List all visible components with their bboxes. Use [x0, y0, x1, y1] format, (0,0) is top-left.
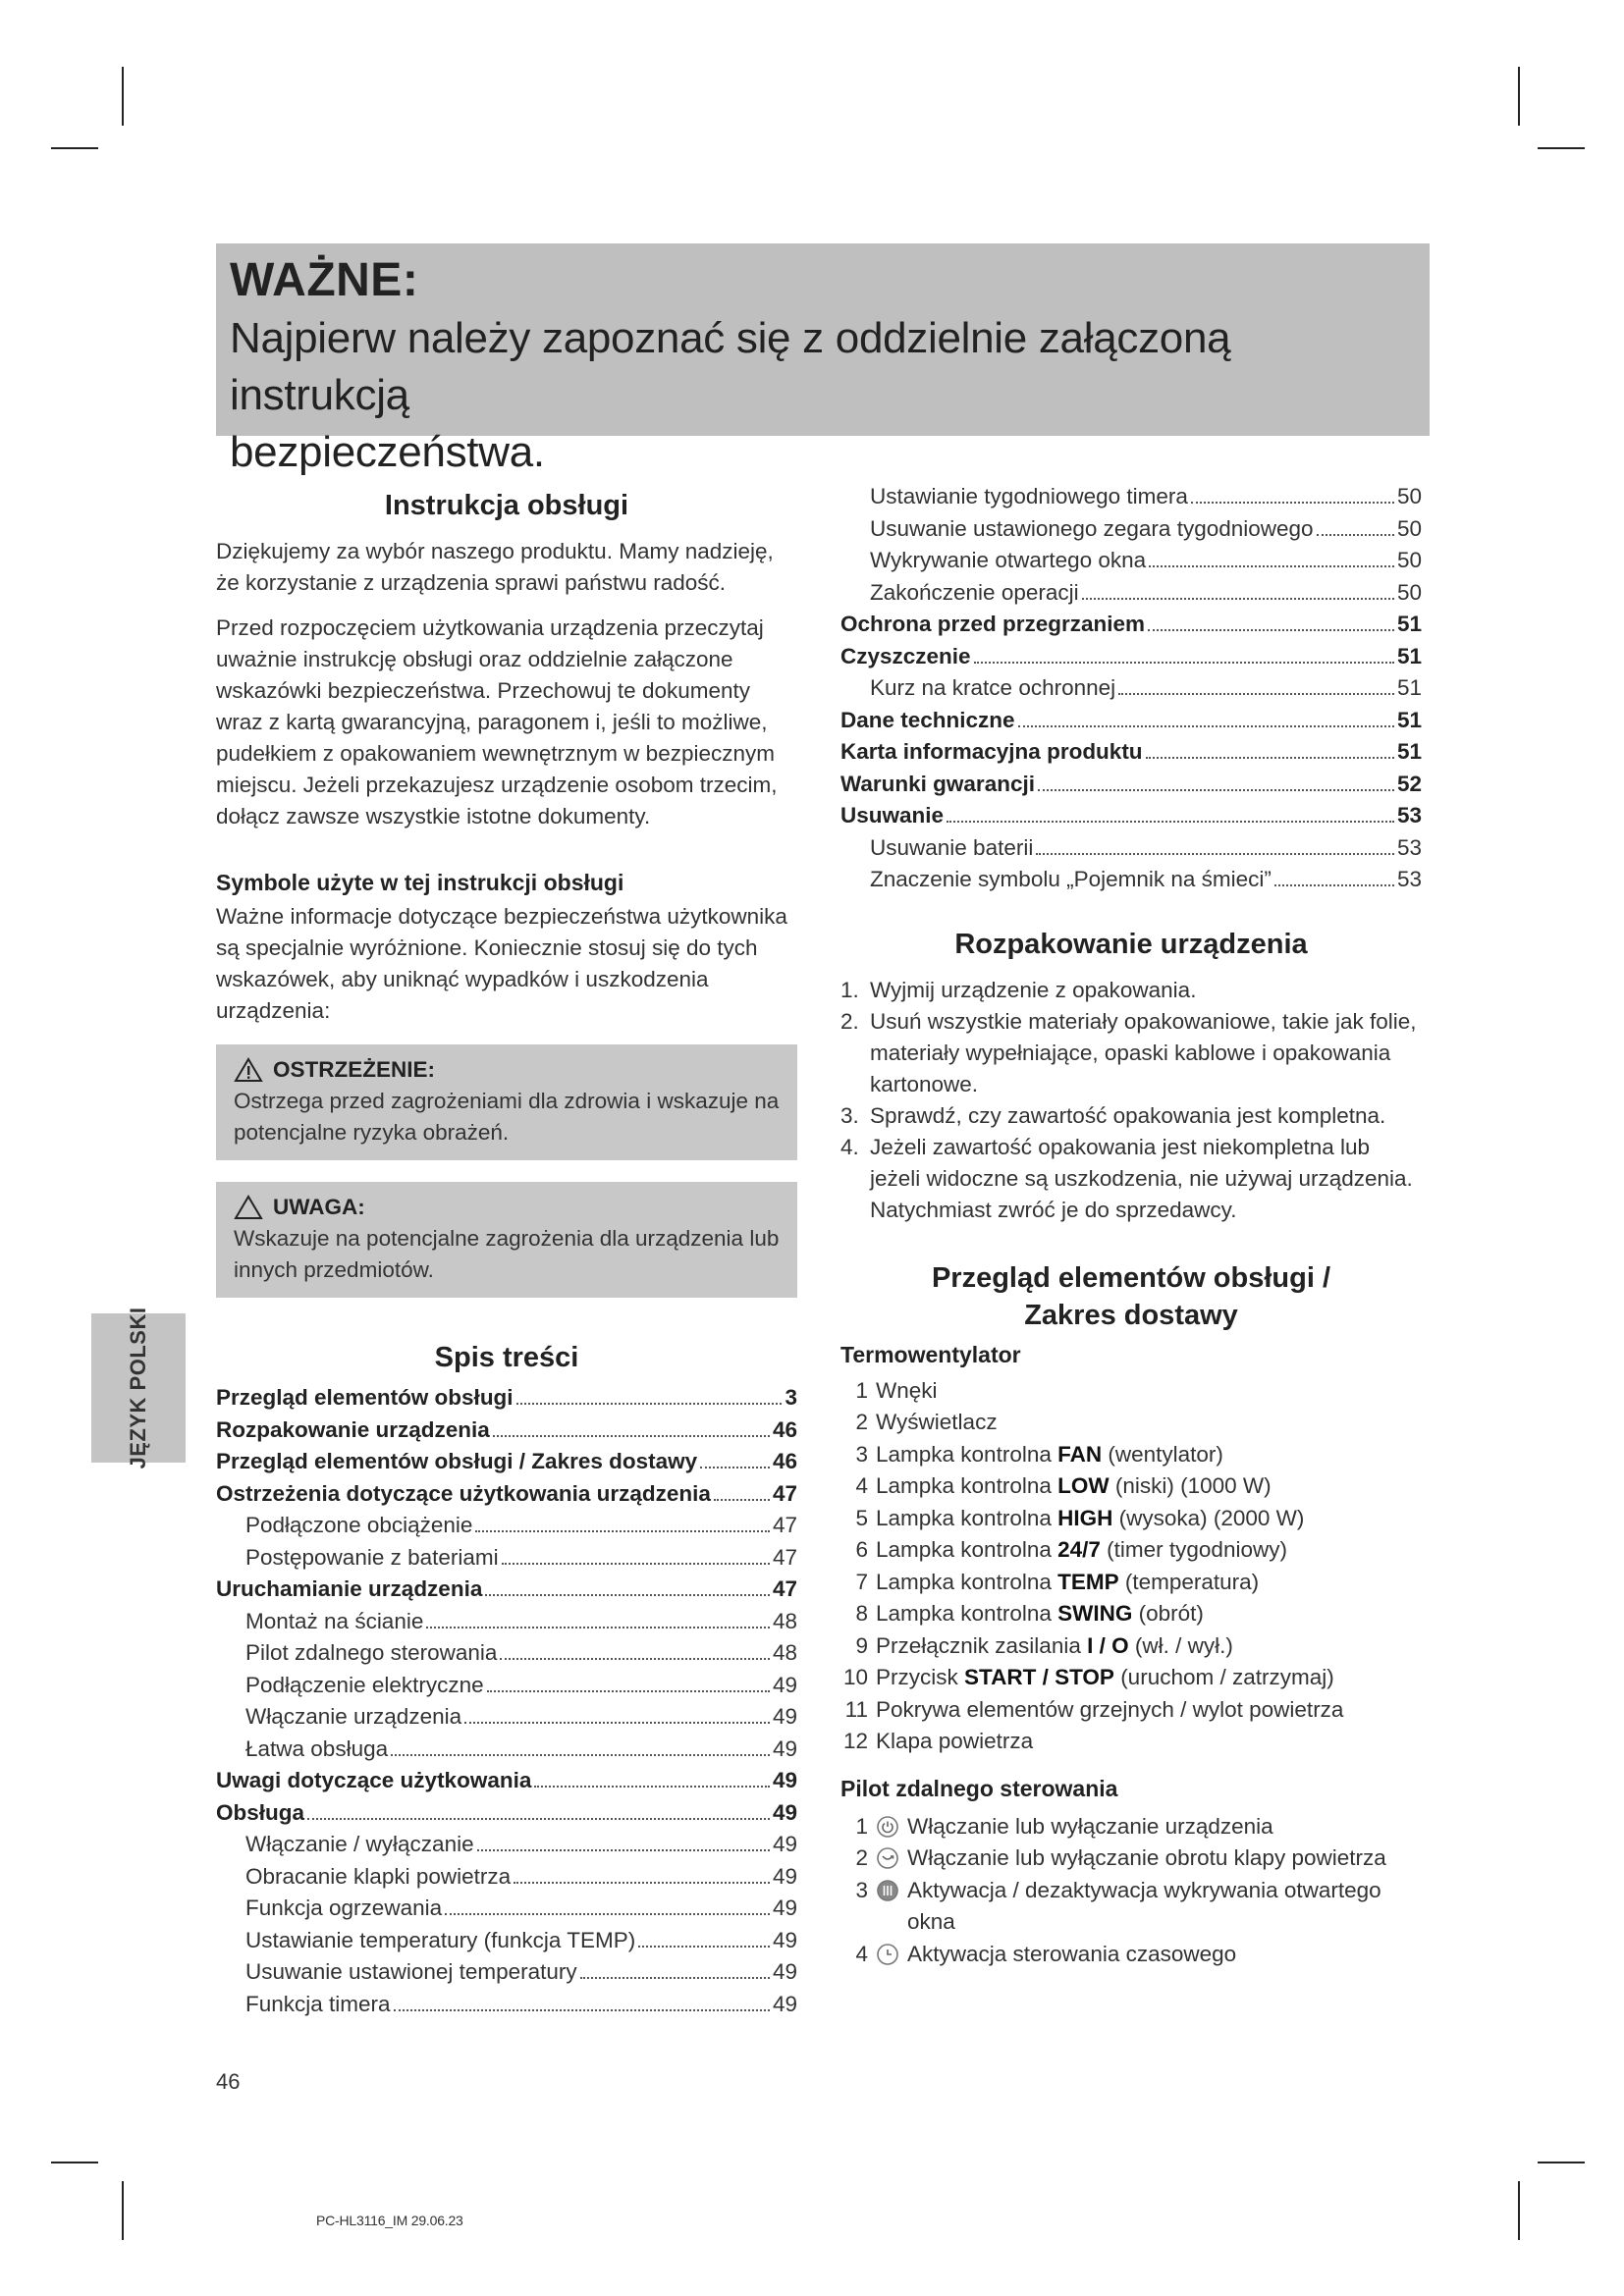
toc-entry-page: 46 [772, 1449, 797, 1473]
toc-entry[interactable] [216, 1670, 797, 1702]
toc-leader-dots [502, 1563, 770, 1565]
toc-entry[interactable] [840, 736, 1422, 769]
toc-leader-dots [477, 1849, 770, 1851]
toc-entry-page: 47 [772, 1576, 797, 1601]
toc-entry[interactable] [216, 1989, 797, 2021]
step-number: 3. [840, 1102, 859, 1128]
fan-part-item [840, 1407, 1422, 1439]
fan-part-item [840, 1694, 1422, 1727]
toc-entry-label: Postępowanie z bateriami [245, 1544, 499, 1570]
step-number: 1. [840, 977, 859, 1002]
toc-entry-page: 50 [1396, 548, 1422, 572]
part-text-key: START / STOP [964, 1665, 1114, 1689]
part-text [876, 1375, 938, 1408]
part-number: 7 [855, 1569, 868, 1594]
toc-leader-dots [485, 1594, 770, 1596]
step-text: Sprawdź, czy zawartość opakowania jest kompletna. [870, 1102, 1386, 1128]
part-text-post: (niski) (1000 W) [1109, 1473, 1272, 1498]
fan-part-item [840, 1503, 1422, 1535]
footer-code: PC-HL3116_IM 29.06.23 [316, 2213, 463, 2228]
toc-entry-label: Montaż na ścianie [245, 1608, 424, 1633]
part-text [876, 1534, 1287, 1567]
part-number: 5 [855, 1505, 868, 1530]
banner-text-line-1: Najpierw należy zapoznać się z oddzielnie załączoną instrukcją [230, 314, 1231, 419]
toc-leader-dots [1149, 565, 1394, 567]
toc-leader-dots [1274, 884, 1394, 886]
toc-leader-dots [580, 1977, 770, 1979]
remote-item-number: 3 [855, 1877, 868, 1902]
toc-entry[interactable] [216, 1701, 797, 1734]
step-number: 4. [840, 1134, 859, 1159]
fan-part-item [840, 1567, 1422, 1599]
part-number: 3 [855, 1441, 868, 1467]
fan-part-item [840, 1662, 1422, 1694]
toc-entry-page: 49 [772, 1799, 797, 1825]
part-text [876, 1726, 1033, 1758]
toc-entry[interactable] [216, 1734, 797, 1766]
part-number: 8 [855, 1601, 868, 1626]
fan-part-item [840, 1598, 1422, 1630]
toc-entry[interactable] [216, 1765, 797, 1797]
part-text [876, 1598, 1204, 1630]
part-text-pre: Lampka kontrolna [876, 1601, 1058, 1626]
crop-mark [122, 2181, 124, 2240]
right-column [840, 479, 1422, 1970]
swing-icon [876, 1846, 899, 1870]
toc-leader-dots [1148, 629, 1394, 631]
remote-button-item [840, 1939, 1422, 1971]
toc-entry[interactable] [216, 1861, 797, 1894]
toc-entry[interactable] [216, 1446, 797, 1478]
part-text-key: LOW [1057, 1473, 1110, 1498]
part-text-post: (wentylator) [1102, 1441, 1223, 1467]
warning-text: Ostrzega przed zagrożeniami dla zdrowia i wskazuje na potencjalne ryzyka obrażeń. [234, 1089, 780, 1145]
toc-entry-label: Ustawianie temperatury (funkcja TEMP) [245, 1927, 636, 1952]
step-number: 2. [840, 1008, 859, 1034]
toc-entry-page: 53 [1396, 867, 1422, 891]
part-text-key: SWING [1057, 1601, 1133, 1626]
unpacking-step [840, 975, 1422, 1006]
part-text-post: (wł. / wył.) [1128, 1632, 1233, 1658]
toc-entry-page: 50 [1396, 579, 1422, 605]
part-text-pre: Wnęki [876, 1377, 938, 1403]
toc-leader-dots [974, 662, 1394, 664]
fan-part-item [840, 1534, 1422, 1567]
toc-entry-page: 51 [1396, 707, 1422, 732]
part-text-key: TEMP [1057, 1569, 1119, 1594]
crop-mark [1518, 67, 1520, 126]
toc-leader-dots [445, 1913, 770, 1915]
toc-leader-dots [487, 1690, 770, 1692]
part-text [876, 1503, 1304, 1535]
part-number: 9 [855, 1632, 868, 1658]
toc-entry-page: 51 [1396, 739, 1422, 764]
fan-parts-list [840, 1375, 1422, 1758]
remote-item-number: 2 [855, 1845, 868, 1870]
toc-entry-label: Obracanie klapki powietrza [245, 1863, 512, 1889]
toc-entry[interactable] [840, 832, 1422, 865]
intro-heading: Instrukcja obsługi [384, 490, 629, 521]
part-text [876, 1630, 1233, 1663]
caution-header [234, 1192, 784, 1223]
toc-entry-page: 3 [785, 1385, 797, 1410]
part-text-pre: Lampka kontrolna [876, 1441, 1058, 1467]
crop-mark [51, 147, 98, 149]
toc-entry-page: 51 [1396, 675, 1422, 700]
caution-box [216, 1182, 797, 1298]
toc-entry-label: Ochrona przed przegrzaniem [840, 612, 1146, 636]
toc-entry[interactable] [840, 577, 1422, 610]
part-text-key: FAN [1057, 1441, 1103, 1467]
intro-paragraph-2: Przed rozpoczęciem użytkowania urządzenia przeczytaj uważnie instrukcję obsługi oraz oddzielnie załączone wskazówki bezpieczeństwa. Przechowuj te dokumenty wraz z kartą gwarancyjną, paragonem i, jeśli to możliwe, pudełkiem z opakowaniem wewnętrznym w bezpiecznym miejscu. Jeżeli przekazujesz urządzenie osobom trzecim, dołącz zawsze wszystkie istotne dokumenty. [216, 615, 778, 828]
toc-leader-dots [516, 1403, 783, 1405]
toc-entry-label: Czyszczenie [840, 643, 971, 668]
toc-entry-page: 49 [772, 1735, 797, 1761]
toc-leader-dots [307, 1818, 770, 1820]
toc-entry-label: Zakończenie operacji [870, 579, 1079, 605]
part-text-pre: Klapa powietrza [876, 1729, 1034, 1753]
toc-entry-label: Przegląd elementów obsługi [216, 1385, 514, 1410]
warning-title: OSTRZEŻENIE: [273, 1057, 436, 1082]
toc-entry-page: 49 [772, 1991, 797, 2016]
toc-entry[interactable] [840, 545, 1422, 577]
remote-button-item [840, 1875, 1422, 1939]
toc-entry-label: Usuwanie baterii [870, 834, 1034, 860]
toc-entry-page: 47 [772, 1513, 797, 1537]
toc-heading: Spis treści [434, 1342, 579, 1373]
toc-entry-page: 51 [1396, 643, 1422, 668]
toc-entry-label: Znaczenie symbolu „Pojemnik na śmieci” [870, 867, 1272, 891]
crop-mark [51, 2162, 98, 2163]
toc-leader-dots [493, 1435, 770, 1437]
toc-entry[interactable] [216, 1510, 797, 1542]
left-column [216, 479, 797, 2020]
page-number: 46 [216, 2069, 241, 2094]
unpacking-steps [840, 975, 1422, 1226]
important-banner [216, 243, 1430, 476]
remote-buttons-list [840, 1811, 1422, 1971]
toc-leader-dots [1317, 534, 1394, 536]
toc-entry[interactable] [840, 609, 1422, 641]
toc-entry[interactable] [216, 1637, 797, 1670]
toc-entry-page: 49 [772, 1768, 797, 1792]
toc-leader-dots [514, 1882, 770, 1884]
toc-entry[interactable] [216, 1797, 797, 1830]
toc-entry[interactable] [216, 1478, 797, 1511]
toc-left [216, 1382, 797, 2020]
step-text: Wyjmij urządzenie z opakowania. [870, 977, 1197, 1002]
warning-box [216, 1044, 797, 1160]
toc-entry[interactable] [216, 1893, 797, 1925]
part-text-pre: Pokrywa elementów grzejnych / wylot powietrza [876, 1696, 1344, 1722]
toc-entry[interactable] [840, 513, 1422, 546]
toc-entry[interactable] [216, 1415, 797, 1447]
fan-part-item [840, 1375, 1422, 1408]
toc-entry-page: 53 [1396, 834, 1422, 860]
toc-entry-page: 49 [772, 1672, 797, 1697]
part-text-pre: Lampka kontrolna [876, 1569, 1058, 1594]
toc-leader-dots [638, 1946, 770, 1948]
toc-entry-label: Ustawianie tygodniowego timera [870, 484, 1188, 508]
toc-entry-label: Przegląd elementów obsługi / Zakres dostawy [216, 1449, 698, 1473]
toc-entry-page: 48 [772, 1640, 797, 1665]
toc-entry-label: Uruchamianie urządzenia [216, 1576, 483, 1601]
fan-part-item [840, 1470, 1422, 1503]
toc-leader-dots [475, 1530, 770, 1532]
toc-entry-label: Funkcja ogrzewania [245, 1896, 443, 1920]
toc-entry-label: Łatwa obsługa [245, 1735, 389, 1761]
part-number: 6 [855, 1537, 868, 1562]
part-text-post: (temperatura) [1118, 1569, 1260, 1594]
toc-entry[interactable] [840, 864, 1422, 896]
toc-leader-dots [391, 1754, 770, 1756]
crop-mark [1518, 2181, 1520, 2240]
language-side-tab [91, 1307, 186, 1469]
banner-title: WAŻNE: [230, 254, 419, 306]
toc-entry-page: 46 [772, 1416, 797, 1442]
part-number: 2 [855, 1410, 868, 1434]
part-text [876, 1662, 1334, 1694]
window-icon [876, 1879, 899, 1902]
part-number: 4 [855, 1473, 868, 1498]
part-text-pre: Wyświetlacz [876, 1410, 998, 1434]
toc-entry[interactable] [840, 672, 1422, 705]
toc-entry[interactable] [216, 1574, 797, 1606]
toc-entry-label: Usuwanie ustawionej temperatury [245, 1959, 577, 1984]
unpacking-step [840, 1132, 1422, 1226]
toc-entry[interactable] [216, 1606, 797, 1638]
part-text-key: I / O [1087, 1632, 1129, 1658]
toc-entry-label: Usuwanie ustawionego zegara tygodniowego [870, 515, 1314, 541]
part-text-pre: Przełącznik zasilania [876, 1632, 1088, 1658]
toc-entry-page: 50 [1396, 515, 1422, 541]
part-text-post: (timer tygodniowy) [1100, 1537, 1287, 1562]
toc-entry-page: 49 [772, 1927, 797, 1952]
warning-icon [234, 1057, 263, 1083]
part-number: 10 [842, 1665, 868, 1689]
caution-text: Wskazuje na potencjalne zagrożenia dla urządzenia lub innych przedmiotów. [234, 1226, 780, 1282]
remote-item-text: Aktywacja sterowania czasowego [907, 1941, 1237, 1966]
toc-entry-label: Rozpakowanie urządzenia [216, 1416, 490, 1442]
toc-entry-page: 49 [772, 1863, 797, 1889]
toc-entry[interactable] [216, 1956, 797, 1989]
power-icon [876, 1815, 899, 1839]
toc-entry-label: Ostrzeżenia dotyczące użytkowania urządzenia [216, 1480, 711, 1506]
toc-entry[interactable] [840, 800, 1422, 832]
part-text-post: (wysoka) (2000 W) [1112, 1505, 1305, 1530]
part-text-pre: Przycisk [876, 1665, 964, 1689]
caution-title: UWAGA: [273, 1195, 365, 1219]
toc-entry-label: Pilot zdalnego sterowania [245, 1640, 498, 1665]
part-number: 1 [855, 1377, 868, 1403]
fan-part-item [840, 1630, 1422, 1663]
toc-entry-label: Dane techniczne [840, 707, 1015, 732]
toc-entry-label: Karta informacyjna produktu [840, 739, 1143, 764]
part-text-pre: Lampka kontrolna [876, 1505, 1058, 1530]
toc-leader-dots [394, 2009, 770, 2011]
part-text-post: (obrót) [1132, 1601, 1204, 1626]
language-label: JĘZYK POLSKI [126, 1307, 150, 1469]
part-text-pre: Lampka kontrolna [876, 1537, 1058, 1562]
toc-leader-dots [1191, 502, 1394, 504]
part-text [876, 1567, 1259, 1599]
step-text: Usuń wszystkie materiały opakowaniowe, takie jak folie, materiały wypełniające, opaski kablowe i opakowania kartonowe. [870, 1008, 1417, 1096]
overview-heading-line-2: Zakres dostawy [1024, 1299, 1238, 1331]
toc-entry-page: 48 [772, 1608, 797, 1633]
toc-entry-label: Wykrywanie otwartego okna [870, 548, 1147, 572]
toc-entry-page: 49 [772, 1959, 797, 1984]
remote-item-text: Włączanie lub wyłączanie urządzenia [907, 1813, 1273, 1839]
remote-item-text: Aktywacja / dezaktywacja wykrywania otwartego okna [907, 1877, 1381, 1934]
unpacking-heading: Rozpakowanie urządzenia [954, 928, 1308, 960]
toc-entry[interactable] [840, 481, 1422, 513]
toc-leader-dots [534, 1786, 770, 1788]
toc-entry-page: 52 [1396, 771, 1422, 796]
part-number: 12 [842, 1729, 868, 1753]
warning-header [234, 1054, 784, 1086]
fan-heading: Termowentylator [840, 1341, 1021, 1367]
toc-leader-dots [947, 821, 1394, 823]
crop-mark [122, 67, 124, 126]
part-text [876, 1694, 1343, 1727]
crop-mark [1538, 2162, 1585, 2163]
toc-leader-dots [700, 1467, 770, 1468]
caution-icon [234, 1195, 263, 1220]
toc-entry-label: Funkcja timera [245, 1991, 391, 2016]
intro-paragraph-1: Dziękujemy za wybór naszego produktu. Mamy nadzieję, że korzystanie z urządzenia sprawi państwu radość. [216, 539, 774, 595]
toc-entry-page: 49 [772, 1832, 797, 1856]
toc-entry-page: 50 [1396, 484, 1422, 508]
toc-entry-label: Włączanie / wyłączanie [245, 1832, 474, 1856]
toc-leader-dots [1018, 725, 1394, 727]
banner-text-line-2: bezpieczeństwa. [230, 428, 545, 476]
toc-leader-dots [500, 1658, 770, 1660]
step-text: Jeżeli zawartość opakowania jest niekompletna lub jeżeli widoczne są uszkodzenia, nie używaj urządzenia. Natychmiast zwróć je do sprzedawcy. [870, 1134, 1413, 1222]
remote-item-text: Włączanie lub wyłączanie obrotu klapy powietrza [907, 1845, 1386, 1870]
toc-right [840, 481, 1422, 896]
toc-leader-dots [1036, 853, 1394, 855]
toc-entry-label: Podłączenie elektryczne [245, 1672, 484, 1697]
overview-heading-line-1: Przegląd elementów obsługi / [931, 1261, 1331, 1294]
toc-entry[interactable] [840, 705, 1422, 737]
part-text-key: HIGH [1057, 1505, 1113, 1530]
fan-part-item [840, 1439, 1422, 1471]
toc-entry-page: 53 [1396, 803, 1422, 828]
clock-icon [876, 1943, 899, 1966]
toc-entry-label: Kurz na kratce ochronnej [870, 675, 1116, 700]
toc-leader-dots [1118, 693, 1394, 695]
toc-entry-label: Usuwanie [840, 803, 945, 828]
part-text-pre: Lampka kontrolna [876, 1473, 1058, 1498]
toc-entry-label: Włączanie urządzenia [245, 1704, 462, 1729]
part-text-post: (uruchom / zatrzymaj) [1113, 1665, 1334, 1689]
toc-entry[interactable] [216, 1829, 797, 1861]
toc-leader-dots [1082, 598, 1394, 600]
part-text [876, 1470, 1272, 1503]
toc-entry[interactable] [840, 769, 1422, 801]
toc-entry[interactable] [216, 1382, 797, 1415]
toc-entry-page: 47 [772, 1480, 797, 1506]
toc-leader-dots [1146, 757, 1394, 759]
toc-entry-page: 49 [772, 1704, 797, 1729]
part-text-key: 24/7 [1057, 1537, 1101, 1562]
toc-entry-label: Warunki gwarancji [840, 771, 1035, 796]
unpacking-step [840, 1100, 1422, 1132]
remote-item-number: 1 [855, 1813, 868, 1839]
toc-entry[interactable] [216, 1542, 797, 1575]
fan-part-item [840, 1726, 1422, 1758]
crop-mark [1538, 147, 1585, 149]
toc-entry-label: Podłączone obciążenie [245, 1513, 473, 1537]
symbols-heading: Symbole użyte w tej instrukcji obsługi [216, 870, 624, 895]
remote-button-item [840, 1811, 1422, 1843]
remote-heading: Pilot zdalnego sterowania [840, 1775, 1118, 1801]
part-text [876, 1407, 998, 1439]
toc-entry-label: Obsługa [216, 1799, 305, 1825]
toc-leader-dots [714, 1499, 770, 1501]
part-number: 11 [844, 1696, 868, 1722]
toc-entry[interactable] [216, 1925, 797, 1957]
toc-leader-dots [426, 1627, 770, 1629]
part-text [876, 1439, 1223, 1471]
toc-entry[interactable] [840, 641, 1422, 673]
remote-button-item [840, 1842, 1422, 1875]
toc-entry-page: 49 [772, 1896, 797, 1920]
symbols-text: Ważne informacje dotyczące bezpieczeństwa użytkownika są specjalnie wyróżnione. Koniecznie stosuj się do tych wskazówek, aby uniknąć wypadków i uszkodzenia urządzenia: [216, 904, 787, 1023]
toc-leader-dots [1038, 789, 1394, 791]
toc-entry-label: Uwagi dotyczące użytkowania [216, 1768, 532, 1792]
toc-entry-page: 51 [1396, 612, 1422, 636]
toc-entry-page: 47 [772, 1544, 797, 1570]
toc-leader-dots [464, 1722, 770, 1724]
remote-item-number: 4 [855, 1941, 868, 1966]
unpacking-step [840, 1006, 1422, 1100]
